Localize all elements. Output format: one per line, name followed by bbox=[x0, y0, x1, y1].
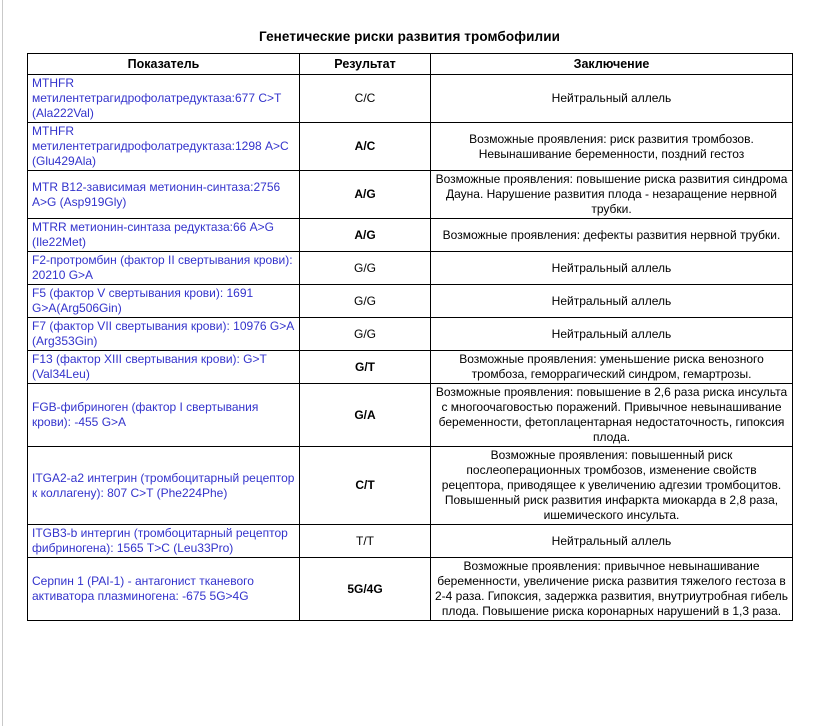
genetic-risks-table bbox=[27, 53, 793, 621]
table-row bbox=[28, 351, 793, 384]
result-cell: G/T bbox=[300, 351, 431, 384]
result-cell: T/T bbox=[300, 525, 431, 558]
conclusion-cell: Нейтральный аллель bbox=[431, 285, 793, 318]
result-cell: G/A bbox=[300, 384, 431, 447]
indicator-cell: F2-протромбин (фактор II свертывания крови): 20210 G>A bbox=[28, 252, 300, 285]
conclusion-cell: Возможные проявления: повышенный риск послеоперационных тромбозов, изменение свойств рецептора, приводящее к увеличению адгезии тромбоцитов. Повышенный риск развития инфаркта миокарда в 2,8 раза, ишемического инсульта. bbox=[431, 447, 793, 525]
conclusion-cell: Нейтральный аллель bbox=[431, 252, 793, 285]
result-cell: C/C bbox=[300, 75, 431, 123]
indicator-cell: F7 (фактор VII свертывания крови): 10976 G>A (Arg353Gin) bbox=[28, 318, 300, 351]
table-row bbox=[28, 171, 793, 219]
table-row bbox=[28, 318, 793, 351]
indicator-cell: F5 (фактор V свертывания крови): 1691 G>A(Arg506Gin) bbox=[28, 285, 300, 318]
page-title: Генетические риски развития тромбофилии bbox=[259, 29, 560, 44]
table-row bbox=[28, 558, 793, 621]
indicator-cell: MTRR метионин-синтаза редуктаза:66 A>G (Ile22Met) bbox=[28, 219, 300, 252]
column-header-conclusion: Заключение bbox=[431, 54, 793, 75]
page-edge-line bbox=[2, 0, 3, 726]
header-row bbox=[28, 54, 793, 75]
conclusion-cell: Нейтральный аллель bbox=[431, 525, 793, 558]
result-cell: G/G bbox=[300, 252, 431, 285]
table-row bbox=[28, 285, 793, 318]
result-cell: 5G/4G bbox=[300, 558, 431, 621]
result-cell: A/G bbox=[300, 219, 431, 252]
conclusion-cell: Возможные проявления: повышение в 2,6 раза риска инсульта с многоочаговостью поражений. Привычное невынашивание беременности, фетоплацентарная недостаточность, гипоксия плода. bbox=[431, 384, 793, 447]
conclusion-cell: Возможные проявления: уменьшение риска венозного тромбоза, геморрагический синдром, гемартрозы. bbox=[431, 351, 793, 384]
result-cell: A/C bbox=[300, 123, 431, 171]
conclusion-cell: Возможные проявления: риск развития тромбозов. Невынашивание беременности, поздний гестоз bbox=[431, 123, 793, 171]
table-row bbox=[28, 525, 793, 558]
table-row bbox=[28, 75, 793, 123]
table-row bbox=[28, 252, 793, 285]
column-header-indicator: Показатель bbox=[28, 54, 300, 75]
indicator-cell: MTR B12-зависимая метионин-синтаза:2756 A>G (Asp919Gly) bbox=[28, 171, 300, 219]
column-header-result: Результат bbox=[300, 54, 431, 75]
result-cell: A/G bbox=[300, 171, 431, 219]
indicator-cell: MTHFR метилентетрагидрофолатредуктаза:677 C>T (Ala222Val) bbox=[28, 75, 300, 123]
result-cell: G/G bbox=[300, 285, 431, 318]
conclusion-cell: Возможные проявления: привычное невынашивание беременности, увеличение риска развития тяжелого гестоза в 2-4 раза. Гипоксия, задержка развития, внутриутробная гибель плода. Повышение риска коронарных нарушений в 1,3 раза. bbox=[431, 558, 793, 621]
conclusion-cell: Возможные проявления: дефекты развития нервной трубки. bbox=[431, 219, 793, 252]
indicator-cell: F13 (фактор XIII свертывания крови): G>T (Val34Leu) bbox=[28, 351, 300, 384]
indicator-cell: MTHFR метилентетрагидрофолатредуктаза:1298 A>C (Glu429Ala) bbox=[28, 123, 300, 171]
results-table-body bbox=[28, 75, 793, 621]
result-cell: G/G bbox=[300, 318, 431, 351]
table-row bbox=[28, 123, 793, 171]
result-cell: C/T bbox=[300, 447, 431, 525]
indicator-cell: FGB-фибриноген (фактор I свертывания крови): -455 G>A bbox=[28, 384, 300, 447]
indicator-cell: ITGA2-a2 интегрин (тромбоцитарный рецептор к коллагену): 807 C>T (Phe224Phe) bbox=[28, 447, 300, 525]
conclusion-cell: Нейтральный аллель bbox=[431, 318, 793, 351]
indicator-cell: Серпин 1 (PAI-1) - антагонист тканевого активатора плазминогена: -675 5G>4G bbox=[28, 558, 300, 621]
conclusion-cell: Нейтральный аллель bbox=[431, 75, 793, 123]
indicator-cell: ITGB3-b интергин (тромбоцитарный рецептор фибриногена): 1565 T>C (Leu33Pro) bbox=[28, 525, 300, 558]
table-header bbox=[28, 54, 793, 75]
table-row bbox=[28, 447, 793, 525]
conclusion-cell: Возможные проявления: повышение риска развития синдрома Дауна. Нарушение развития плода - незаращение нервной трубки. bbox=[431, 171, 793, 219]
table-row bbox=[28, 219, 793, 252]
table-row bbox=[28, 384, 793, 447]
